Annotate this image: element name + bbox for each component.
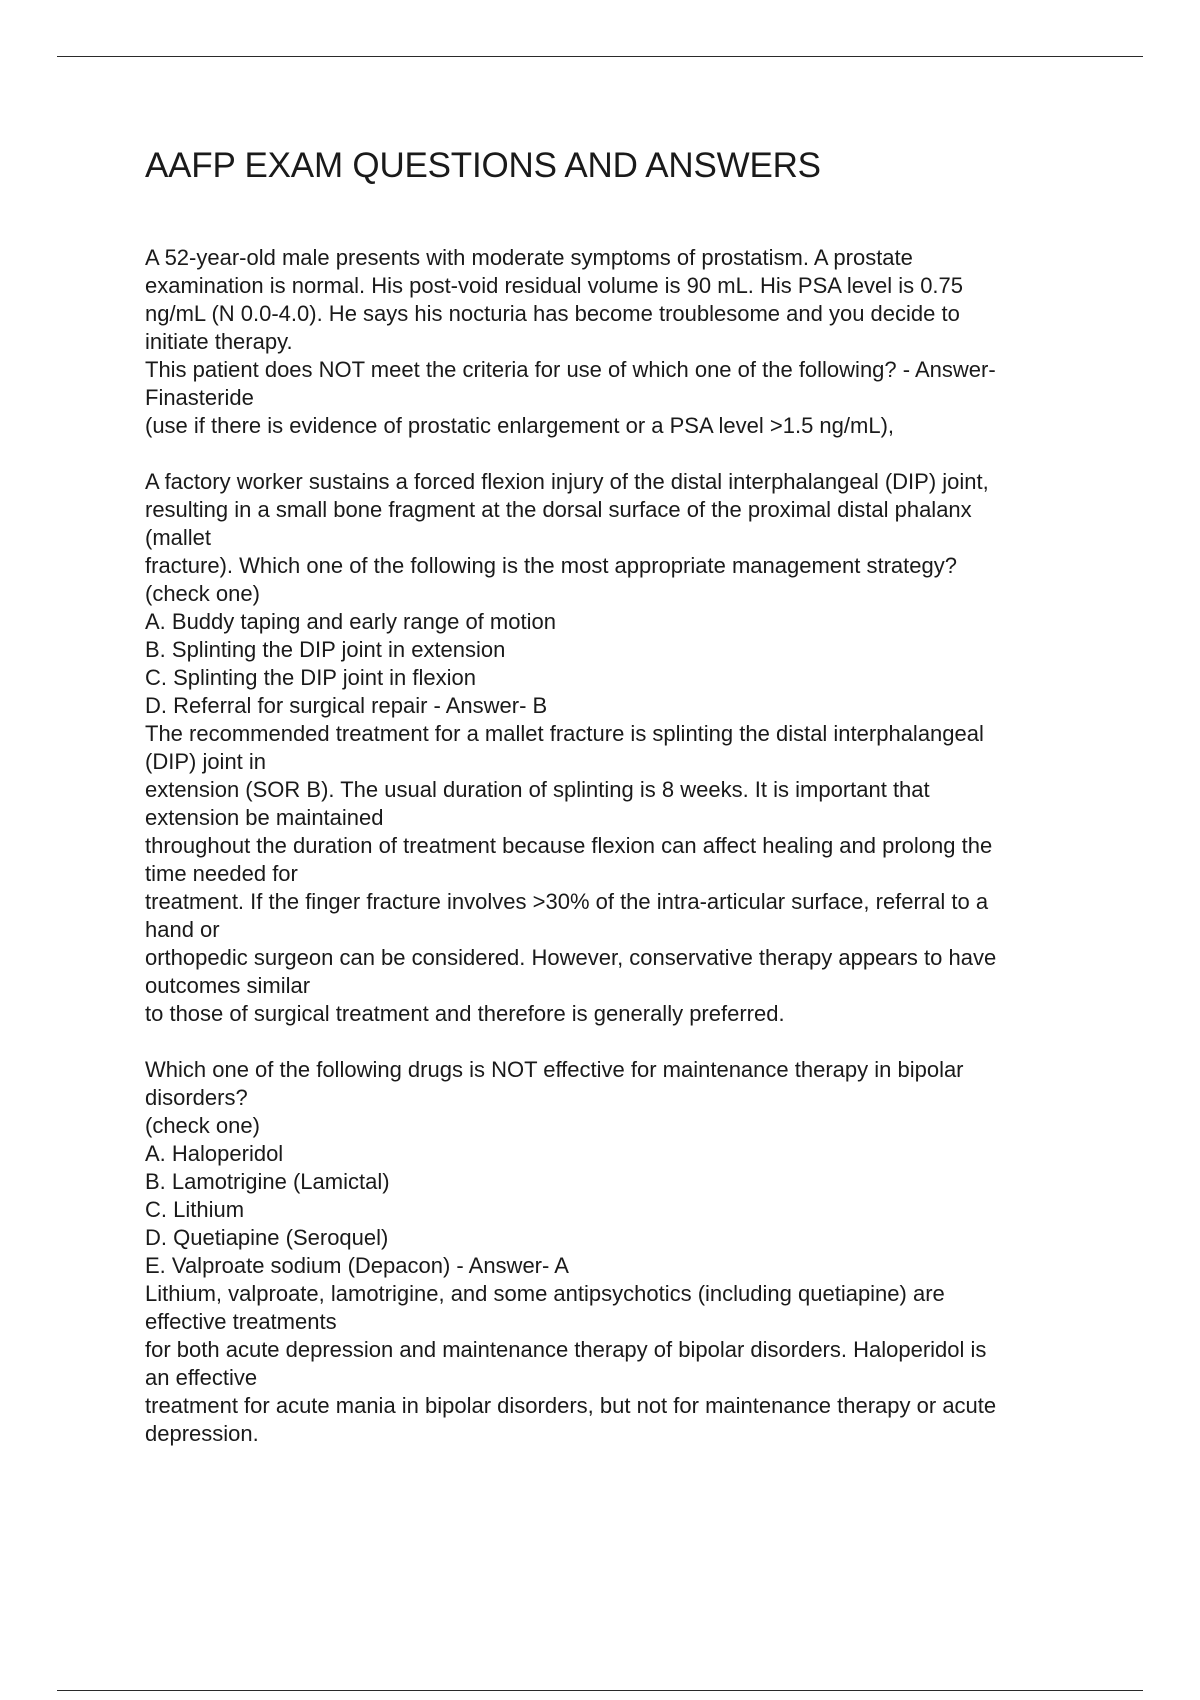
text-line: D. Referral for surgical repair - Answer- B bbox=[145, 693, 548, 718]
text-line: A factory worker sustains a forced flexion injury of the distal interphalangeal (DIP) joint, bbox=[145, 469, 989, 494]
text-line: Which one of the following drugs is NOT effective for maintenance therapy in bipolar bbox=[145, 1057, 964, 1082]
text-line: fracture). Which one of the following is the most appropriate management strategy? bbox=[145, 553, 957, 578]
text-line: B. Lamotrigine (Lamictal) bbox=[145, 1169, 390, 1194]
text-line: orthopedic surgeon can be considered. However, conservative therapy appears to have bbox=[145, 945, 997, 970]
page-title: AAFP EXAM QUESTIONS AND ANSWERS bbox=[145, 146, 821, 185]
text-line: Lithium, valproate, lamotrigine, and some antipsychotics (including quetiapine) are bbox=[145, 1281, 945, 1306]
text-line: ng/mL (N 0.0-4.0). He says his nocturia has become troublesome and you decide to bbox=[145, 301, 960, 326]
text-line: disorders? bbox=[145, 1085, 248, 1110]
qa-block bbox=[145, 244, 1105, 440]
text-line: extension be maintained bbox=[145, 805, 384, 830]
document-body bbox=[145, 244, 1105, 1448]
text-line: for both acute depression and maintenance therapy of bipolar disorders. Haloperidol is bbox=[145, 1337, 987, 1362]
text-line: (DIP) joint in bbox=[145, 749, 267, 774]
text-line: B. Splinting the DIP joint in extension bbox=[145, 637, 506, 662]
text-line: (use if there is evidence of prostatic enlargement or a PSA level >1.5 ng/mL), bbox=[145, 413, 895, 438]
text-line: treatment. If the finger fracture involves >30% of the intra-articular surface, referral to a bbox=[145, 889, 989, 914]
text-line: The recommended treatment for a mallet fracture is splinting the distal interphalangeal bbox=[145, 721, 984, 746]
text-line: C. Splinting the DIP joint in flexion bbox=[145, 665, 476, 690]
text-line: A 52-year-old male presents with moderate symptoms of prostatism. A prostate bbox=[145, 245, 913, 270]
text-line: This patient does NOT meet the criteria for use of which one of the following? - Answer- bbox=[145, 357, 996, 382]
text-line: D. Quetiapine (Seroquel) bbox=[145, 1225, 389, 1250]
text-line: treatment for acute mania in bipolar disorders, but not for maintenance therapy or acute bbox=[145, 1393, 997, 1418]
text-line: outcomes similar bbox=[145, 973, 311, 998]
text-line: an effective bbox=[145, 1365, 258, 1390]
text-line: to those of surgical treatment and therefore is generally preferred. bbox=[145, 1001, 785, 1026]
bottom-rule bbox=[57, 1690, 1143, 1691]
text-line: A. Buddy taping and early range of motion bbox=[145, 609, 556, 634]
text-line: (mallet bbox=[145, 525, 212, 550]
text-line: (check one) bbox=[145, 581, 260, 606]
text-line: examination is normal. His post-void residual volume is 90 mL. His PSA level is 0.75 bbox=[145, 273, 964, 298]
text-line: Finasteride bbox=[145, 385, 254, 410]
qa-block bbox=[145, 468, 1105, 1028]
qa-block bbox=[145, 1056, 1105, 1448]
text-line: C. Lithium bbox=[145, 1197, 245, 1222]
text-line: time needed for bbox=[145, 861, 298, 886]
text-line: resulting in a small bone fragment at the dorsal surface of the proximal distal phalanx bbox=[145, 497, 972, 522]
text-line: extension (SOR B). The usual duration of splinting is 8 weeks. It is important that bbox=[145, 777, 930, 802]
text-line: A. Haloperidol bbox=[145, 1141, 284, 1166]
text-line: hand or bbox=[145, 917, 220, 942]
top-rule bbox=[57, 56, 1143, 57]
text-line: effective treatments bbox=[145, 1309, 337, 1334]
text-line: E. Valproate sodium (Depacon) - Answer- A bbox=[145, 1253, 569, 1278]
text-line: depression. bbox=[145, 1421, 259, 1446]
text-line: initiate therapy. bbox=[145, 329, 293, 354]
text-line: throughout the duration of treatment because flexion can affect healing and prolong the bbox=[145, 833, 993, 858]
text-line: (check one) bbox=[145, 1113, 260, 1138]
